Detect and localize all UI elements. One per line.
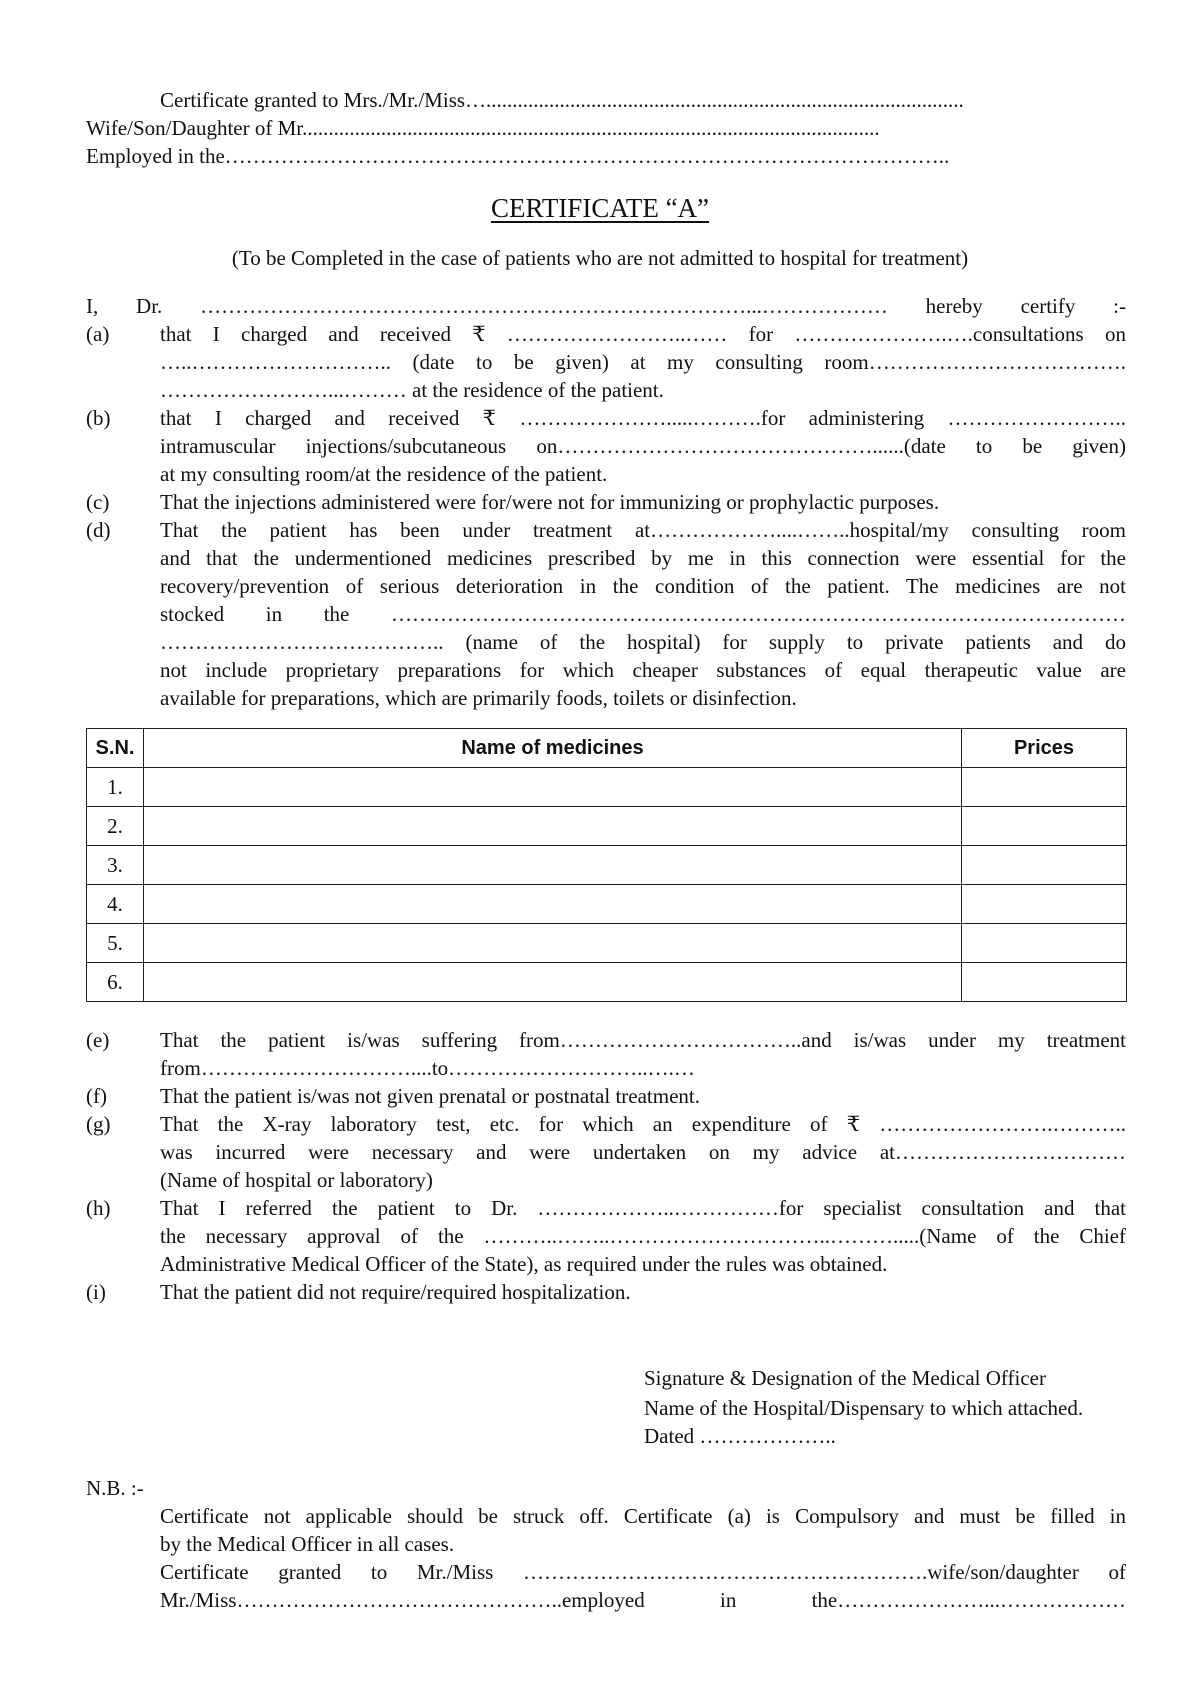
table-row xyxy=(87,768,1127,807)
item-a-line: …..……………………….. (date to be given) at my consulting room………………………………. xyxy=(160,350,1126,374)
column-header-prices: Prices xyxy=(962,729,1127,768)
item-d xyxy=(160,516,1126,712)
item-label-f: (f) xyxy=(86,1084,107,1108)
item-label-c: (c) xyxy=(86,490,110,514)
certificate-title: CERTIFICATE “A” xyxy=(490,193,710,223)
item-a xyxy=(160,320,1126,404)
item-e-line: That the patient is/was suffering from……………………………..and is/was under my treatment xyxy=(160,1028,1126,1052)
certify-line: I, Dr. ……………………………………………………………………...……………… hereby certify :- xyxy=(86,294,1126,318)
nb-line: Mr./Miss………………………………………..employed in the…………………...……………… xyxy=(160,1588,1126,1612)
item-g-line: (Name of hospital or laboratory) xyxy=(160,1168,433,1192)
item-g-line: That the X-ray laboratory test, etc. for which an expenditure of ₹ …………………….……….. xyxy=(160,1112,1126,1136)
item-label-b: (b) xyxy=(86,406,111,430)
item-b xyxy=(160,404,1126,488)
item-g xyxy=(160,1110,1126,1194)
table-row xyxy=(87,807,1127,846)
item-d-line: ………………………………….. (name of the hospital) for supply to private patients and do xyxy=(160,630,1126,654)
row-sn: 1. xyxy=(87,768,144,807)
item-f xyxy=(160,1082,1126,1110)
row-sn: 6. xyxy=(87,963,144,1002)
row-sn: 2. xyxy=(87,807,144,846)
column-header-sn: S.N. xyxy=(87,729,144,768)
signature-designation: Signature & Designation of the Medical Officer xyxy=(644,1366,1046,1390)
nb-line: Certificate not applicable should be struck off. Certificate (a) is Compulsory and must be filled in xyxy=(160,1504,1126,1528)
price-cell[interactable] xyxy=(962,963,1127,1002)
item-g-line: was incurred were necessary and were undertaken on my advice at…………………………… xyxy=(160,1140,1126,1164)
medicine-name-cell[interactable] xyxy=(144,963,962,1002)
header-granted-to: Certificate granted to Mrs./Mr./Miss…........................................................................................... xyxy=(160,88,964,112)
price-cell[interactable] xyxy=(962,924,1127,963)
table-header-row xyxy=(87,729,1127,768)
price-cell[interactable] xyxy=(962,768,1127,807)
medicine-name-cell[interactable] xyxy=(144,885,962,924)
item-f-line: That the patient is/was not given prenatal or postnatal treatment. xyxy=(160,1084,701,1108)
item-d-line: available for preparations, which are primarily foods, toilets or disinfection. xyxy=(160,686,797,710)
item-label-g: (g) xyxy=(86,1112,111,1136)
medicine-name-cell[interactable] xyxy=(144,807,962,846)
price-cell[interactable] xyxy=(962,807,1127,846)
header-relation: Wife/Son/Daughter of Mr.............................................................................................................. xyxy=(86,116,880,140)
item-label-h: (h) xyxy=(86,1196,111,1220)
price-cell[interactable] xyxy=(962,846,1127,885)
signature-dated: Dated ……………….. xyxy=(644,1424,836,1448)
medicine-name-cell[interactable] xyxy=(144,846,962,885)
medicines-table xyxy=(86,728,1127,1002)
price-cell[interactable] xyxy=(962,885,1127,924)
medicine-name-cell[interactable] xyxy=(144,924,962,963)
item-h-line: That I referred the patient to Dr. ………………..……………for specialist consultation and that xyxy=(160,1196,1126,1220)
item-h-line: the necessary approval of the ………..……..…………………………..……….....(Name of the Chief xyxy=(160,1224,1126,1248)
item-e-line: from…………………………....to………………………..….… xyxy=(160,1056,695,1080)
item-b-line: at my consulting room/at the residence of the patient. xyxy=(160,462,608,486)
item-b-line: that I charged and received ₹ ………………….....……….for administering …………………….. xyxy=(160,406,1126,430)
nb-text xyxy=(160,1502,1126,1614)
item-label-a: (a) xyxy=(86,322,110,346)
item-d-line: and that the undermentioned medicines prescribed by me in this connection were essential for the xyxy=(160,546,1126,570)
item-d-line: stocked in the …………………………………………………………………………………………… xyxy=(160,602,1126,626)
item-a-line: that I charged and received ₹ ……………………..…… for ………………….….consultations on xyxy=(160,322,1126,346)
item-label-e: (e) xyxy=(86,1028,110,1052)
item-h xyxy=(160,1194,1126,1278)
header-employed: Employed in the………………………………………………………………………………………….. xyxy=(86,144,950,168)
row-sn: 5. xyxy=(87,924,144,963)
item-i-line: That the patient did not require/required hospitalization. xyxy=(160,1280,631,1304)
item-i xyxy=(160,1278,1126,1306)
item-b-line: intramuscular injections/subcutaneous on………………………………………......(date to be given) xyxy=(160,434,1126,458)
item-d-line: That the patient has been under treatment at………………....……..hospital/my consulting room xyxy=(160,518,1126,542)
item-d-line: not include proprietary preparations for which cheaper substances of equal therapeutic value are xyxy=(160,658,1126,682)
item-label-i: (i) xyxy=(86,1280,106,1304)
item-d-line: recovery/prevention of serious deterioration in the condition of the patient. The medicines are not xyxy=(160,574,1126,598)
nb-label: N.B. :- xyxy=(86,1476,144,1500)
table-row xyxy=(87,963,1127,1002)
item-label-d: (d) xyxy=(86,518,111,542)
medicine-name-cell[interactable] xyxy=(144,768,962,807)
item-h-line: Administrative Medical Officer of the State), as required under the rules was obtained. xyxy=(160,1252,888,1276)
table-row xyxy=(87,846,1127,885)
column-header-medicine-name: Name of medicines xyxy=(144,729,962,768)
nb-line: Certificate granted to Mr./Miss ………………………………………………….wife/son/daughter of xyxy=(160,1560,1126,1584)
nb-line: by the Medical Officer in all cases. xyxy=(160,1532,455,1556)
row-sn: 4. xyxy=(87,885,144,924)
row-sn: 3. xyxy=(87,846,144,885)
certificate-subtitle: (To be Completed in the case of patients who are not admitted to hospital for treatment) xyxy=(231,246,969,270)
table-row xyxy=(87,885,1127,924)
table-row xyxy=(87,924,1127,963)
signature-hospital-name: Name of the Hospital/Dispensary to which attached. xyxy=(644,1396,1084,1420)
item-a-line: ……………………...……… at the residence of the patient. xyxy=(160,378,664,402)
item-c-line: That the injections administered were for/were not for immunizing or prophylactic purposes. xyxy=(160,490,940,514)
item-e xyxy=(160,1026,1126,1082)
item-c xyxy=(160,488,1126,516)
